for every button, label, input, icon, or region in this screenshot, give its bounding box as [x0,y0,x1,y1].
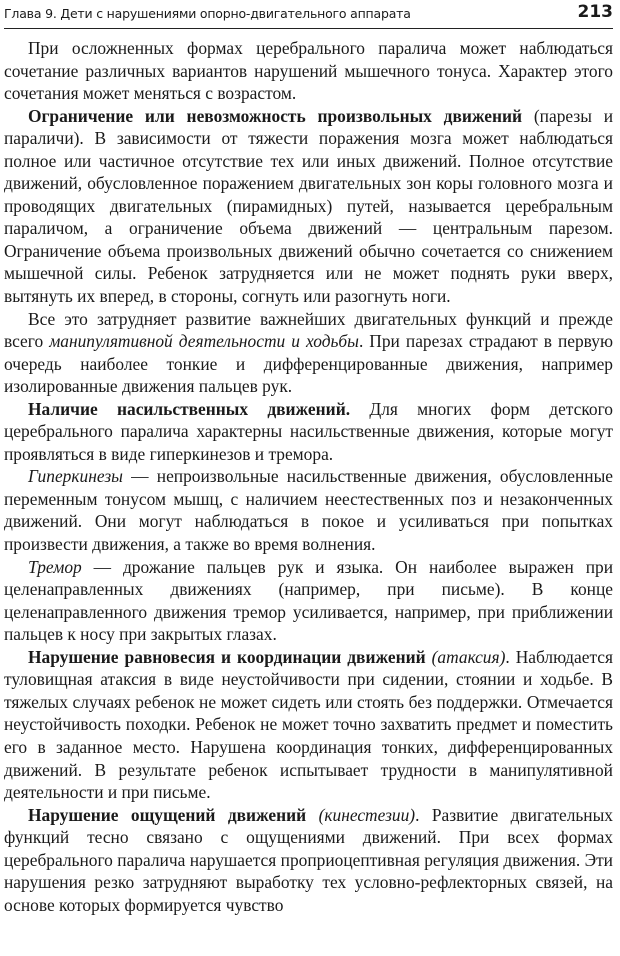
italic-term: (кинестезии) [306,804,416,825]
body-text [4,37,613,916]
italic-term: (атаксия) [425,646,506,667]
paragraph-text: . При парезах страдают в первую очередь наиболее тонкие и дифференцированные движения, например изолированные движения пальцев рук. [4,331,613,397]
page-number: 213 [577,2,613,22]
page-header [4,2,613,29]
paragraph-text: Для многих форм детского церебрального паралича характерны насильственные движения, которые могут проявляться в виде гиперкинезов и тремора. [4,398,613,464]
running-title: Глава 9. Дети с нарушениями опорно-двигательного аппарата [4,6,411,21]
paragraph-text: При осложненных формах церебрального паралича может наблюдаться сочетание различных вариантов нарушений мышечного тонуса. Характер этого сочетания может меняться с возрастом. [4,38,613,104]
paragraph [4,646,613,804]
paragraph [4,105,613,308]
paragraph [4,398,613,466]
paragraph [4,308,613,398]
paragraph [4,37,613,105]
paragraph-text: . Наблюдается туловищная атаксия в виде неустойчивости при сидении, стоянии и ходьбе. В тяжелых случаях ребенок не может сидеть или стоять без поддержки. Отмечается неустойчивость походки. Ребенок не может точно захватить предмет и поместить его в заданное место. Нарушена координация тонких, дифференцированных движений. В результате ребенок испытывает трудности в манипулятивной деятельности и при письме. [4,646,614,803]
paragraph [4,465,613,555]
paragraph-text: . Развитие двигательных функций тесно связано с ощущениями движений. При всех формах церебрального паралича нарушается проприоцептивная регуляция движения. Эти нарушения резко затрудняют выработку тех условно-рефлекторных связей, на основе которых формируется чувство [4,804,613,915]
italic-term: Гиперкинезы [28,466,123,487]
bold-term: Нарушение ощущений движений [28,804,307,825]
bold-term: Наличие насильственных движений. [28,398,351,419]
bold-term: Нарушение равновесия и координации движений [28,646,426,667]
paragraph-text: Все это затрудняет развитие важнейших двигательных функций и прежде всего [4,308,613,352]
paragraph [4,804,613,917]
bold-term: Ограничение или невозможность произвольных движений [28,105,523,126]
paragraph-text: — дрожание пальцев рук и языка. Он наиболее выражен при целенаправленных движениях (например, при письме). В конце целенаправленного движения тремор усиливается, например, при приближении пальцев к носу при закрытых глазах. [4,556,613,645]
paragraph [4,556,613,646]
italic-term: Тремор [28,556,82,577]
italic-emphasis: манипулятивной деятельности и ходьбы [49,331,359,352]
paragraph-text: (парезы и параличи). В зависимости от тяжести поражения мозга может наблюдаться полное или частичное отсутствие тех или иных движений. Полное отсутствие движений, обусловленное поражением двигательных зон коры головного мозга и проводящих двигательных (пирамидных) путей, называется церебральным параличом, а ограничение объема движений — центральным парезом. Ограничение объема произвольных движений обычно сочетается со снижением мышечной силы. Ребенок затрудняется или не может поднять руки вверх, вытянуть их вперед, в стороны, согнуть или разогнуть ноги. [4,105,614,307]
paragraph-text: — непроизвольные насильственные движения, обусловленные переменным тонусом мышц, с наличием неестественных поз и незаконченных движений. Они могут наблюдаться в покое и усиливаться при попытках произвести движения, а также во время волнения. [4,466,613,555]
